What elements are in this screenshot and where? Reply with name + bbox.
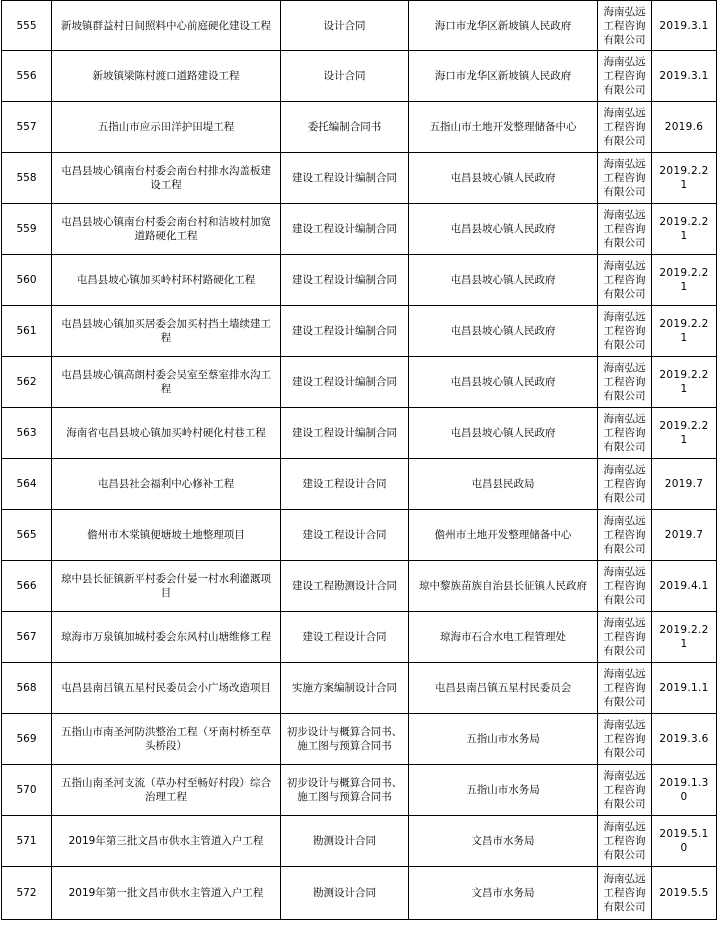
contract-date: 2019.2.21 (652, 612, 717, 663)
project-name: 五指山市应示田洋护田堤工程 (52, 102, 281, 153)
contract-type: 建设工程设计编制合同 (281, 306, 409, 357)
row-number: 563 (2, 408, 52, 459)
project-name: 屯昌县坡心镇加买岭村环村路硬化工程 (52, 255, 281, 306)
row-number: 565 (2, 510, 52, 561)
contract-date: 2019.3.6 (652, 714, 717, 765)
project-name: 屯昌县坡心镇高朗村委会吴室至蔡室排水沟工程 (52, 357, 281, 408)
contract-type: 建设工程设计编制合同 (281, 153, 409, 204)
contractor-firm: 海南弘远工程咨询有限公司 (598, 255, 652, 306)
contract-type: 初步设计与概算合同书、施工图与预算合同书 (281, 765, 409, 816)
contract-date: 2019.5.5 (652, 867, 717, 920)
row-number: 562 (2, 357, 52, 408)
row-number: 567 (2, 612, 52, 663)
contractor-firm: 海南弘远工程咨询有限公司 (598, 204, 652, 255)
contract-date: 2019.2.21 (652, 306, 717, 357)
table-row (2, 255, 717, 306)
contract-type: 建设工程设计编制合同 (281, 255, 409, 306)
client-name: 儋州市土地开发整理储备中心 (409, 510, 598, 561)
client-name: 琼海市石合水电工程管理处 (409, 612, 598, 663)
contract-date: 2019.6 (652, 102, 717, 153)
contractor-firm: 海南弘远工程咨询有限公司 (598, 357, 652, 408)
row-number: 560 (2, 255, 52, 306)
contracts-table (1, 0, 717, 920)
contract-date: 2019.1.1 (652, 663, 717, 714)
client-name: 屯昌县坡心镇人民政府 (409, 204, 598, 255)
project-name: 琼中县长征镇新平村委会什晏一村水利灌溉项目 (52, 561, 281, 612)
client-name: 海口市龙华区新坡镇人民政府 (409, 1, 598, 51)
contract-date: 2019.1.30 (652, 765, 717, 816)
contract-type: 建设工程设计合同 (281, 510, 409, 561)
contract-type: 建设工程设计编制合同 (281, 357, 409, 408)
contract-type: 设计合同 (281, 1, 409, 51)
contract-type: 实施方案编制设计合同 (281, 663, 409, 714)
table-row (2, 306, 717, 357)
project-name: 屯昌县坡心镇南台村委会南台村和洁坡村加宽道路硬化工程 (52, 204, 281, 255)
contract-date: 2019.4.1 (652, 561, 717, 612)
project-name: 新坡镇梁陈村渡口道路建设工程 (52, 51, 281, 102)
contractor-firm: 海南弘远工程咨询有限公司 (598, 51, 652, 102)
table-row (2, 102, 717, 153)
contracts-table-body (2, 1, 717, 920)
contractor-firm: 海南弘远工程咨询有限公司 (598, 102, 652, 153)
contractor-firm: 海南弘远工程咨询有限公司 (598, 816, 652, 867)
table-row (2, 357, 717, 408)
row-number: 557 (2, 102, 52, 153)
table-row (2, 204, 717, 255)
table-row (2, 153, 717, 204)
contract-date: 2019.2.21 (652, 408, 717, 459)
project-name: 新坡镇群益村日间照料中心前庭硬化建设工程 (52, 1, 281, 51)
contract-type: 建设工程设计编制合同 (281, 408, 409, 459)
table-row (2, 867, 717, 920)
project-name: 屯昌县南吕镇五星村民委员会小广场改造项目 (52, 663, 281, 714)
contract-date: 2019.3.1 (652, 1, 717, 51)
row-number: 566 (2, 561, 52, 612)
row-number: 569 (2, 714, 52, 765)
client-name: 屯昌县坡心镇人民政府 (409, 408, 598, 459)
table-row (2, 714, 717, 765)
contract-date: 2019.5.10 (652, 816, 717, 867)
contractor-firm: 海南弘远工程咨询有限公司 (598, 663, 652, 714)
contract-type: 委托编制合同书 (281, 102, 409, 153)
project-name: 2019年第三批文昌市供水主管道入户工程 (52, 816, 281, 867)
row-number: 555 (2, 1, 52, 51)
row-number: 558 (2, 153, 52, 204)
contract-date: 2019.3.1 (652, 51, 717, 102)
contract-date: 2019.7 (652, 459, 717, 510)
contractor-firm: 海南弘远工程咨询有限公司 (598, 714, 652, 765)
client-name: 五指山市水务局 (409, 714, 598, 765)
contract-type: 勘测设计合同 (281, 867, 409, 920)
client-name: 五指山市土地开发整理储备中心 (409, 102, 598, 153)
contract-date: 2019.2.21 (652, 204, 717, 255)
client-name: 屯昌县民政局 (409, 459, 598, 510)
project-name: 五指山南圣河支流（草办村至畅好村段）综合治理工程 (52, 765, 281, 816)
project-name: 2019年第一批文昌市供水主管道入户工程 (52, 867, 281, 920)
contractor-firm: 海南弘远工程咨询有限公司 (598, 306, 652, 357)
client-name: 文昌市水务局 (409, 816, 598, 867)
contract-date: 2019.7 (652, 510, 717, 561)
table-row (2, 51, 717, 102)
table-row (2, 612, 717, 663)
row-number: 571 (2, 816, 52, 867)
contractor-firm: 海南弘远工程咨询有限公司 (598, 765, 652, 816)
contractor-firm: 海南弘远工程咨询有限公司 (598, 408, 652, 459)
table-row (2, 459, 717, 510)
contract-type: 建设工程设计合同 (281, 612, 409, 663)
contractor-firm: 海南弘远工程咨询有限公司 (598, 867, 652, 920)
project-name: 屯昌县坡心镇加买居委会加买村挡土墙续建工程 (52, 306, 281, 357)
client-name: 屯昌县坡心镇人民政府 (409, 153, 598, 204)
contractor-firm: 海南弘远工程咨询有限公司 (598, 153, 652, 204)
contract-date: 2019.2.21 (652, 255, 717, 306)
client-name: 文昌市水务局 (409, 867, 598, 920)
contractor-firm: 海南弘远工程咨询有限公司 (598, 459, 652, 510)
table-row (2, 408, 717, 459)
project-name: 屯昌县社会福利中心修补工程 (52, 459, 281, 510)
project-name: 海南省屯昌县坡心镇加买岭村硬化村巷工程 (52, 408, 281, 459)
table-row (2, 663, 717, 714)
row-number: 564 (2, 459, 52, 510)
row-number: 568 (2, 663, 52, 714)
client-name: 海口市龙华区新坡镇人民政府 (409, 51, 598, 102)
table-row (2, 510, 717, 561)
contract-type: 勘测设计合同 (281, 816, 409, 867)
client-name: 屯昌县坡心镇人民政府 (409, 255, 598, 306)
row-number: 570 (2, 765, 52, 816)
contractor-firm: 海南弘远工程咨询有限公司 (598, 510, 652, 561)
project-name: 琼海市万泉镇加城村委会东风村山塘维修工程 (52, 612, 281, 663)
client-name: 屯昌县坡心镇人民政府 (409, 306, 598, 357)
contractor-firm: 海南弘远工程咨询有限公司 (598, 612, 652, 663)
project-name: 儋州市木棠镇便塘坡土地整理项目 (52, 510, 281, 561)
client-name: 屯昌县南吕镇五星村民委员会 (409, 663, 598, 714)
project-name: 屯昌县坡心镇南台村委会南台村排水沟盖板建设工程 (52, 153, 281, 204)
contract-type: 初步设计与概算合同书、施工图与预算合同书 (281, 714, 409, 765)
project-name: 五指山市南圣河防洪整治工程（牙南村桥至草头桥段） (52, 714, 281, 765)
contract-date: 2019.2.21 (652, 153, 717, 204)
row-number: 559 (2, 204, 52, 255)
row-number: 556 (2, 51, 52, 102)
contractor-firm: 海南弘远工程咨询有限公司 (598, 561, 652, 612)
table-row (2, 816, 717, 867)
contract-type: 建设工程设计编制合同 (281, 204, 409, 255)
row-number: 561 (2, 306, 52, 357)
client-name: 五指山市水务局 (409, 765, 598, 816)
table-row (2, 1, 717, 51)
row-number: 572 (2, 867, 52, 920)
contract-date: 2019.2.21 (652, 357, 717, 408)
contract-type: 设计合同 (281, 51, 409, 102)
contract-type: 建设工程设计合同 (281, 459, 409, 510)
contractor-firm: 海南弘远工程咨询有限公司 (598, 1, 652, 51)
table-row (2, 765, 717, 816)
contract-type: 建设工程勘测设计合同 (281, 561, 409, 612)
client-name: 屯昌县坡心镇人民政府 (409, 357, 598, 408)
client-name: 琼中黎族苗族自治县长征镇人民政府 (409, 561, 598, 612)
table-row (2, 561, 717, 612)
